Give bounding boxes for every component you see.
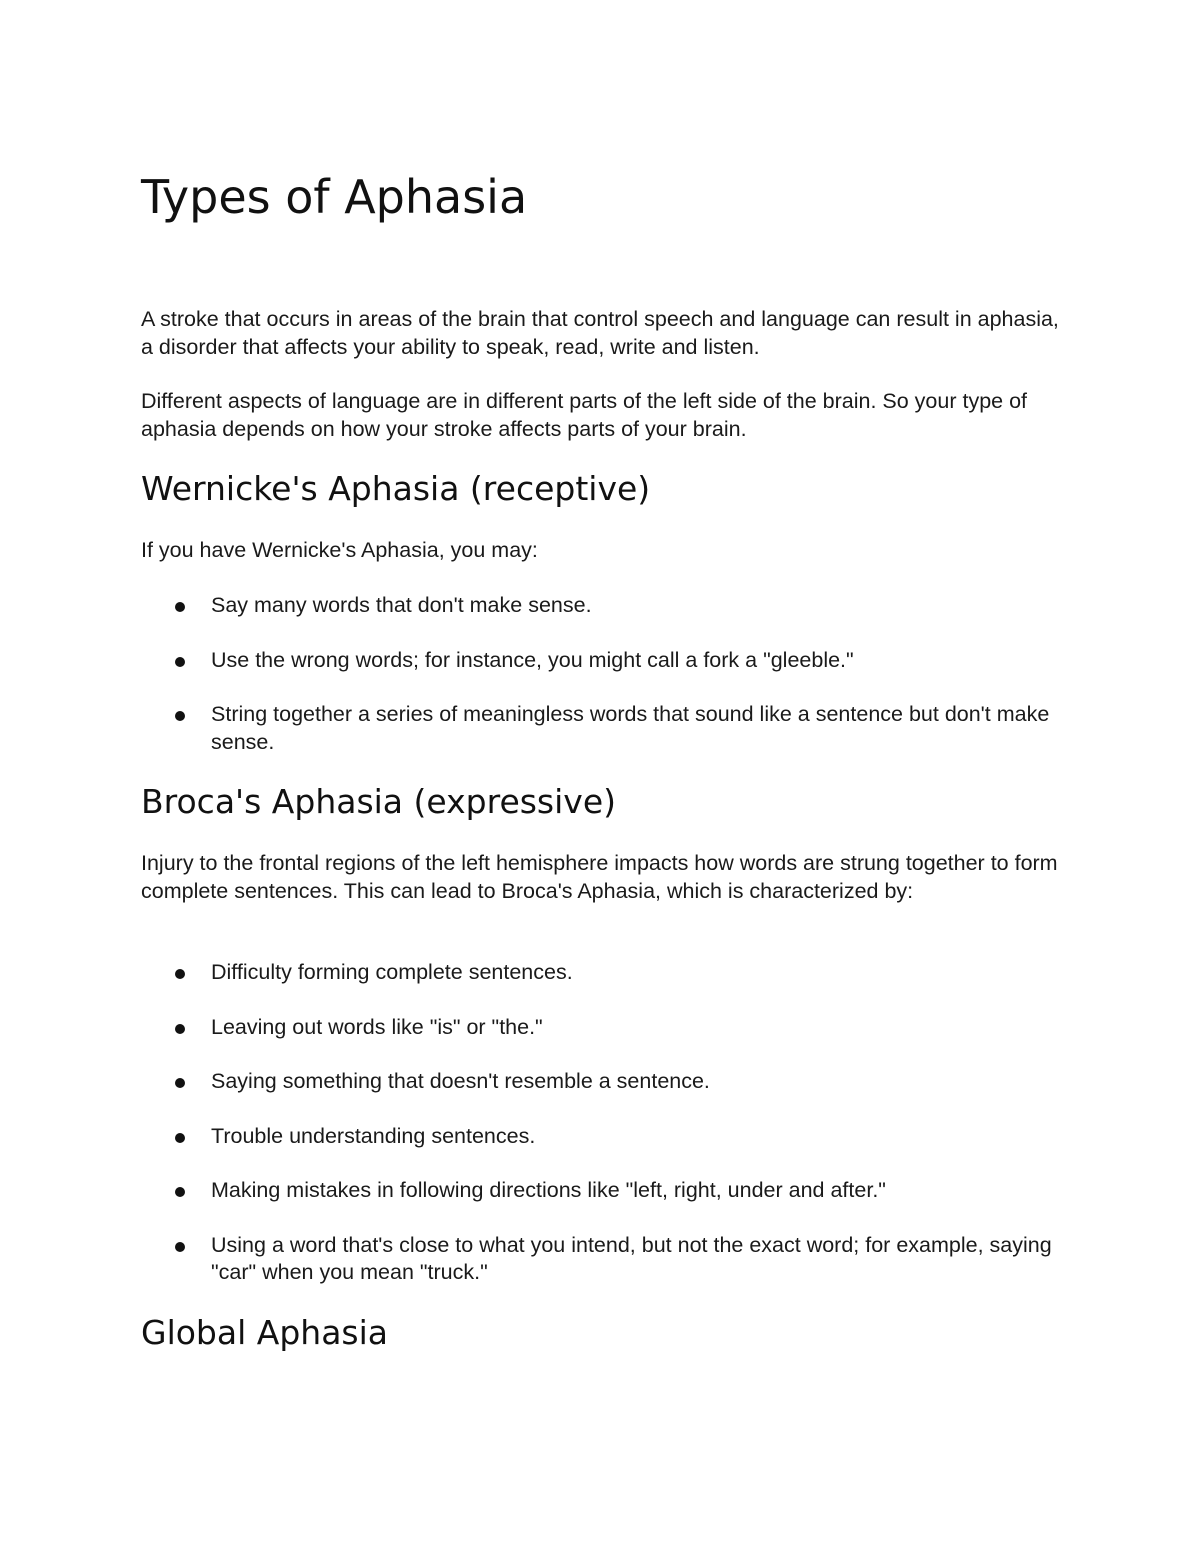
section-heading-global: Global Aphasia	[141, 1313, 389, 1352]
list-item-text: Trouble understanding sentences.	[211, 1123, 536, 1148]
list-item	[141, 592, 1081, 620]
intro-paragraph-2: Different aspects of language are in different parts of the left side of the brain. So your type of aphasia depends on how your stroke affects parts of your brain.	[141, 389, 1028, 441]
list-item	[141, 1177, 1081, 1205]
broca-lead: Injury to the frontal regions of the left hemisphere impacts how words are strung together to form complete sentences. This can lead to Broca's Aphasia, which is characterized by:	[141, 851, 1058, 903]
wernicke-symptom-list	[141, 592, 1081, 783]
section-heading-broca: Broca's Aphasia (expressive)	[141, 782, 617, 821]
list-item-text: Making mistakes in following directions like "left, right, under and after."	[211, 1178, 886, 1202]
bullet-icon	[175, 1024, 185, 1034]
list-item	[141, 1068, 1081, 1096]
list-item-text: Difficulty forming complete sentences.	[211, 960, 573, 984]
bullet-icon	[175, 602, 185, 612]
bullet-icon	[175, 657, 185, 667]
list-item-text: Using a word that's close to what you intend, but not the exact word; for example, saying "car" when you mean "truck."	[211, 1232, 1052, 1284]
list-item	[141, 1232, 1081, 1287]
bullet-icon	[175, 1242, 185, 1252]
wernicke-lead: If you have Wernicke's Aphasia, you may:	[141, 538, 538, 562]
section-heading-wernicke: Wernicke's Aphasia (receptive)	[141, 469, 651, 508]
list-item-text: Say many words that don't make sense.	[211, 593, 592, 617]
list-item	[141, 1014, 1081, 1042]
list-item-text: String together a series of meaningless words that sound like a sentence but don't make sense.	[211, 702, 1050, 754]
list-item-text: Use the wrong words; for instance, you might call a fork a "gleeble."	[211, 647, 854, 672]
document-title: Types of Aphasia	[141, 170, 528, 224]
bullet-icon	[175, 969, 185, 979]
bullet-icon	[175, 711, 185, 721]
broca-symptom-list	[141, 959, 1081, 1314]
intro-paragraph-1: A stroke that occurs in areas of the brain that control speech and language can result in aphasia, a disorder that affects your ability to speak, read, write and listen.	[141, 307, 1059, 359]
list-item-text: Leaving out words like "is" or "the."	[211, 1014, 543, 1039]
bullet-icon	[175, 1078, 185, 1088]
list-item	[141, 647, 1081, 675]
list-item	[141, 701, 1081, 756]
list-item-text: Saying something that doesn't resemble a sentence.	[211, 1069, 710, 1093]
bullet-icon	[175, 1187, 185, 1197]
bullet-icon	[175, 1133, 185, 1143]
list-item	[141, 959, 1081, 987]
list-item	[141, 1123, 1081, 1151]
